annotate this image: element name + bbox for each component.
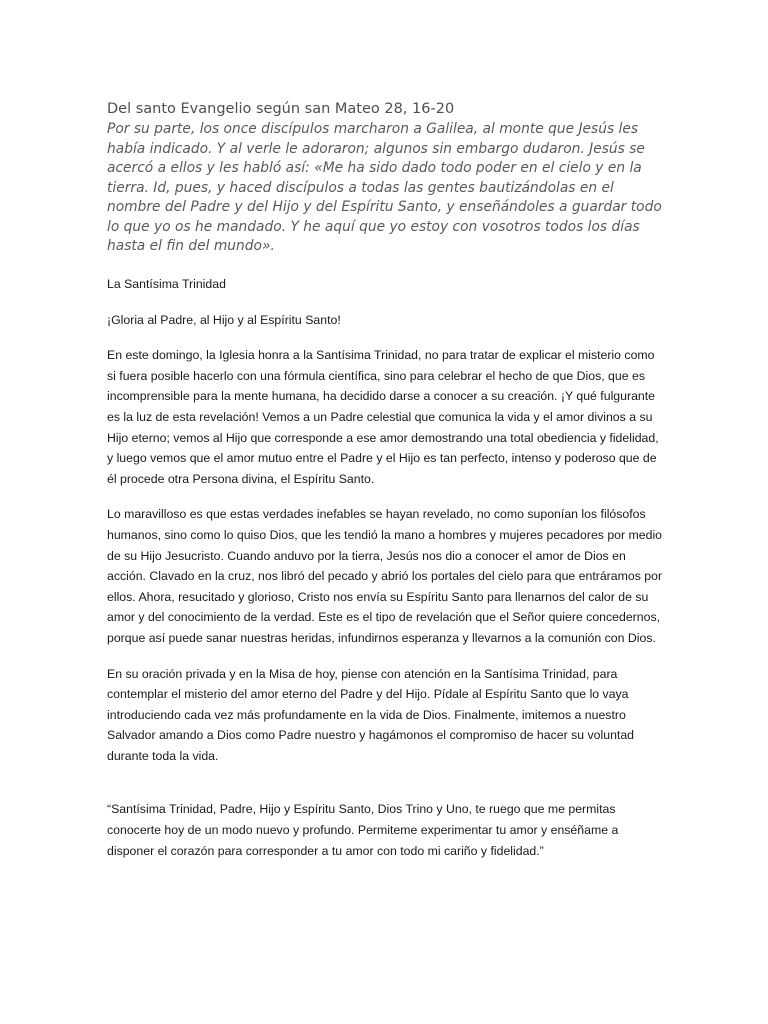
section-heading: La Santísima Trinidad <box>107 277 226 291</box>
gospel-section <box>107 99 667 257</box>
paragraph-3: En su oración privada y en la Misa de hoy, piense con atención en la Santísima Trinidad, para contemplar el misterio del amor eterno del Padre y del Hijo. Pídale al Espíritu Santo que lo vaya introduciendo cada vez más profundamente en la vida de Dios. Finalmente, imitemos a nuestro Salvador amando a Dios como Padre nuestro y hagámonos el compromiso de hacer su voluntad durante toda la vida. <box>107 666 635 763</box>
exclamation: ¡Gloria al Padre, al Hijo y al Espíritu Santo! <box>107 312 341 327</box>
gospel-title: Del santo Evangelio según san Mateo 28, 16-20 <box>107 101 455 117</box>
paragraph-2: Lo maravilloso es que estas verdades inefables se hayan revelado, no como suponían los filósofos humanos, sino como lo quiso Dios, que les tendió la mano a hombres y mujeres pecadores por medio de su Hijo Jesucristo. Cuando anduvo por la tierra, Jesús nos dio a conocer el amor de Dios en acción. Clavado en la cruz, nos libró del pecado y abrió los portales del cielo para que entráramos por ellos. Ahora, resucitado y glorioso, Cristo nos envía su Espíritu Santo para llenarnos del calor de su amor y del conocimiento de la verdad. Este es el tipo de revelación que el Señor quiere concedernos, porque así puede sanar nuestras heridas, infundirnos esperanza y llevarnos a la comunión con Dios. <box>107 507 663 645</box>
gospel-text: Por su parte, los once discípulos marcharon a Galilea, al monte que Jesús les había indicado. Y al verle le adoraron; algunos sin embargo dudaron. Jesús se acercó a ellos y les habló así: «Me ha sido dado todo poder en el cielo y en la tierra. Id, pues, y haced discípulos a todas las gentes bautizándolas en el nombre del Padre y del Hijo y del Espíritu Santo, y enseñándoles a guardar todo lo que yo os he mandado. Y he aquí que yo estoy con vosotros todos los días hasta el fin del mundo». <box>107 121 662 254</box>
reflection-section <box>107 274 663 876</box>
paragraph-1: En este domingo, la Iglesia honra a la Santísima Trinidad, no para tratar de explicar el misterio como si fuera posible hacerlo con una fórmula científica, sino para celebrar el hecho de que Dios, que es incomprensible para la mente humana, ha decidido darse a conocer a su creación. ¡Y qué fulgurante es la luz de esta revelación! Vemos a un Padre celestial que comunica la vida y el amor divinos a su Hijo eterno; vemos al Hijo que corresponde a ese amor demostrando una total obediencia y fidelidad, y luego vemos que el amor mutuo entre el Padre y el Hijo es tan perfecto, intenso y poderoso que de él procede otra Persona divina, el Espíritu Santo. <box>107 348 659 486</box>
prayer-text: “Santísima Trinidad, Padre, Hijo y Espíritu Santo, Dios Trino y Uno, te ruego que me permitas conocerte hoy de un modo nuevo y profundo. Permiteme experimentar tu amor y enséñame a disponer el corazón para corresponder a tu amor con todo mi cariño y fidelidad.” <box>107 802 619 858</box>
